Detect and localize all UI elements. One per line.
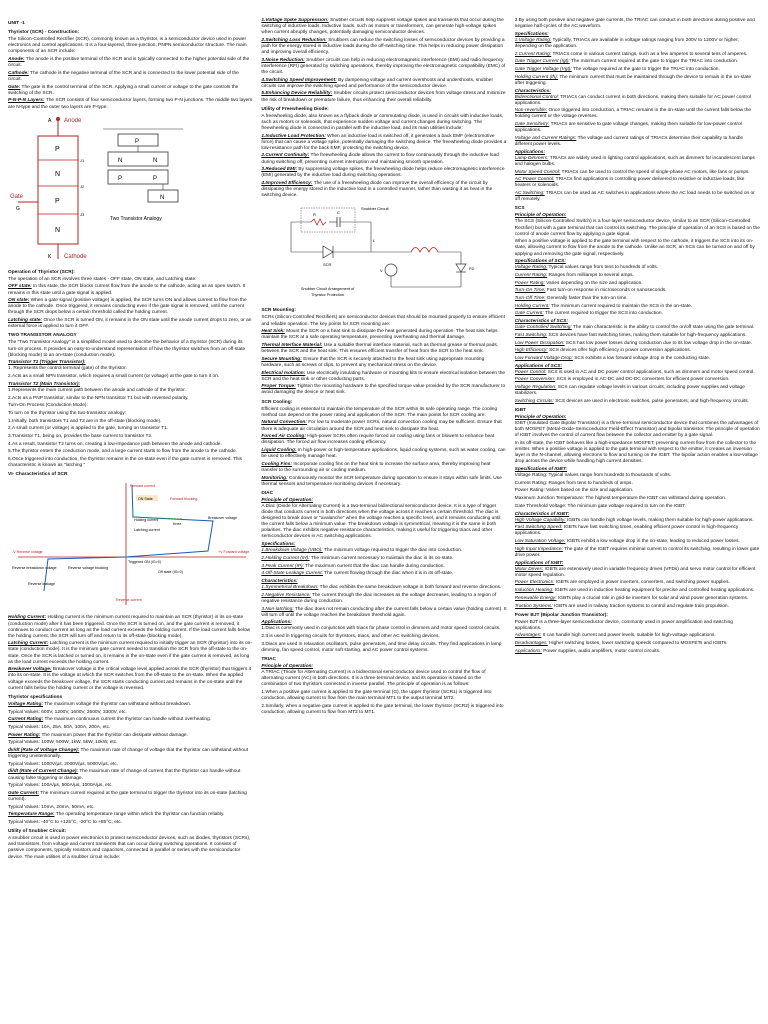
- igbt-principle-2: In its off-state, the IGBT behaves like a high-impedance MOSFET, preventing current flow from the collector to the emitter. When a positive voltage is applied to the gate terminal with respect to the emitter, it creates an inversion layer in the N-channel, allowing electrons to flow and turning on the IGBT. The bipolar action enables a low-voltage drop across the device while handling high current densities.: [514, 441, 758, 465]
- svg-text:Triggered ON (IG>0): Triggered ON (IG>0): [128, 560, 161, 565]
- scs-char-2: Fast Switching: SCS devices have fast switching times, making them suitable for high-frequency applications.: [514, 332, 747, 338]
- triac-app-2: Motor Speed Control: TRIACs can be used to control the speed of single-phase AC motors, like fans or pumps.: [514, 169, 750, 175]
- cooling-point-2: Forced Air Cooling: High-power SCRs often require forced air cooling using fans or blowers to enhance heat dissipation. The forced air flow increases cooling efficiency.: [261, 434, 495, 446]
- on-state-para: ON state: When a gate signal (positive voltage) is applied, the SCR turns ON and allows current to flow from the anode to the cathode. Once triggered, it remains conducting even if the gate signal is removed, until the current through the SCR drops below a certain threshold called the holding current.: [8, 298, 247, 316]
- gate-current-values: Typical Values: 10mA, 20mA, 50mA, etc.: [8, 804, 95, 810]
- freewheel-point-3: 3.Reduced EMI: By suppressing voltage spikes, the freewheeling diode helps reduce electromagnetic interference (EMI) generated by the inductive load during switching operations.: [261, 167, 505, 179]
- operation-heading: Operation of Thyristor (SCR):: [8, 269, 75, 275]
- svg-text:Holding current: Holding current: [134, 518, 159, 523]
- scs-heading: SCS: [514, 206, 525, 212]
- triac-char-3: Gate Sensitivity: TRIACs are sensitive to gate voltage changes, making them suitable for low-power control applications.: [514, 122, 742, 134]
- igbt-spec-1: Voltage Rating: Typical values range from hundreds to thousands of volts.: [514, 473, 672, 479]
- tta-intro: The "Two Transistor Analogy" is a simplified model used to describe the behavior of a thyristor (SCR) during its turn-on process. It provides an easy-to-understand representation of how the thyristor switches from an off-state (blocking mode) to an on-state (conduction mode).: [8, 340, 246, 358]
- svg-text:-V Reverse voltage: -V Reverse voltage: [12, 550, 43, 555]
- diac-char-3: 3.Non-latching: The diac does not remain conducting after the current falls below a certain value (holding current). It will turn off until the voltage reaches the breakdown threshold again.: [261, 606, 507, 618]
- cooling-heading: SCR Cooling:: [261, 399, 293, 405]
- svg-text:P: P: [153, 175, 158, 182]
- triac-char-2: Non-reversible: Once triggered into conduction, a TRIAC remains in the on-state until the current falls below the holding current or the voltage reverses.: [514, 108, 752, 120]
- igbt-app-4: Renewable Energy: IGBTs play a crucial role in grid-tie inverters for solar and wind power generation systems.: [514, 595, 749, 601]
- scs-char-1: Gate-Controlled Switching: The main characteristic is the ability to control the on/off state using the gate terminal.: [514, 325, 755, 331]
- freewheel-point-1: 1.Inductive Load Protection: When an inductive load is switched off, it generates a back EMF (electromotive force) that can cause a voltage spike, potentially damaging the switching device. The freewheeling diode provides a low-resistance path for the back EMF, protecting the switching device.: [261, 133, 507, 151]
- igbt-app-1: Motor Drives: IGBTs are extensively used in variable frequency drives (VFDs) and servo motor control for efficient motor speed regulation.: [514, 566, 756, 578]
- triac-spec-2: 2.Current Rating: TRIACs come in various current ratings, such as a few amperes to several tens of amperes.: [514, 51, 748, 57]
- triac-spec-heading: Specifications:: [514, 31, 549, 37]
- igbt-spec-2: Current Rating: Ranges from tens to hundreds of amps.: [514, 480, 633, 486]
- svg-text:P: P: [135, 138, 140, 145]
- triac-point-3: 3.By using both positive and negative gate currents, the TRIAC can conduct in both directions during positive and negative half-cycles of the AC waveform.: [514, 18, 755, 30]
- snubber-circuit-diagram: [261, 202, 505, 302]
- diac-spec-2: 2.Holding Current (IH): The minimum current necessary to maintain the diac in its on-state.: [261, 555, 454, 561]
- igbt-spec-5: Gate Threshold Voltage: The minimum gate voltage required to turn on the IGBT.: [514, 503, 686, 509]
- turnon-3: 3.Transistor T1, being on, provides the base current to transistor T2.: [8, 433, 153, 439]
- igbt-app-heading: Applications of IGBT:: [514, 560, 564, 566]
- scs-app-1: Power Control: SCS is used in AC and DC power control applications, such as dimmers and motor speed control.: [514, 369, 755, 375]
- vi-characteristics-figure: [8, 481, 253, 612]
- svg-text:A: A: [48, 117, 52, 124]
- dvdt-rating: dv/dt (Rate of Voltage Change): The maximum rate of change of voltage that the thyristor can withstand without triggering unintentionally.: [8, 747, 248, 760]
- scs-app-3: Voltage Regulation: SCS can regulate voltage levels in various circuits, including power supplies and voltage stabilizers.: [514, 385, 745, 397]
- igbt-principle-1: IGBT (Insulated Gate Bipolar Transistor) is a three-terminal semiconductor device that combines the advantages of both MOSFET (Metal-Oxide-Semiconductor Field-Effect Transistor) and bipolar transistor. The principle of operation of IGBT involves the control of current flow between the collector and emitter by a gate signal.: [514, 421, 760, 439]
- scs-app-heading: Applications of SCS:: [514, 363, 563, 369]
- tta-heading: TWO TRANSISTOR ANALOGY: [8, 333, 77, 339]
- snubber-heading: Utility of Snubber Circuit:: [8, 829, 67, 835]
- mounting-heading: SCR Mounting:: [261, 308, 296, 314]
- svg-text:J3: J3: [80, 211, 85, 217]
- igbt-char-1: High Voltage Capability: IGBTs can handle high voltage levels, making them suitable for high-power applications.: [514, 517, 754, 523]
- freewheel-point-2: 2.Current Continuity: The freewheeling diode allows the current to flow continuously through the inductive load during switching off, preventing current interruption and maintaining smooth operation.: [261, 153, 499, 165]
- snubber-point-2: 2.Switching Loss Reduction: Snubbers can reduce the switching losses of semiconductor devices by providing a path for the energy stored in inductive loads during the off-switching time. This helps in reducing power dissipation and improving overall efficiency.: [261, 37, 505, 56]
- turnon-6: 6.Once triggered into conduction, the thyristor remains in the on-state even if the gate current is removed. This characteristic is known as "latching.": [8, 457, 243, 469]
- snubber-point-3: 3.Noise Reduction: Snubber circuits can help in reducing electromagnetic interference (EMI) and radio frequency interference (RFI) generated by switching operations, thereby improving the electromagnetic compatibility (EMC) of the circuit.: [261, 57, 506, 75]
- svg-text:Knee: Knee: [173, 522, 182, 527]
- gate-para: Gate: The gate is the control terminal of the SCR. Applying a small current or voltage to the gate controls the switching of the SCR.: [8, 84, 239, 96]
- diac-spec-heading: Specifications:: [261, 542, 296, 548]
- igbt-spec-3: Power Rating: Varies based on the size and application.: [514, 488, 634, 494]
- svg-text:N: N: [160, 194, 165, 201]
- scs-char-4: High Efficiency: SCS devices offer high efficiency in power conversion applications.: [514, 348, 692, 354]
- mounting-point-2: Thermal Interface Material: Use a suitable thermal interface material, such as thermal grease or thermal pads, between the SCR and the heat sink. This ensures efficient transfer of heat from the SCR to the heat sink.: [261, 343, 499, 355]
- triac-heading: TRIAC: [261, 656, 276, 662]
- freewheeling-intro: A freewheeling diode, also known as a flyback diode or commutating diode, is used in circuits with inductive loads, such as motors or solenoids, that experience sudden voltage and current changes during switching. The freewheeling diode is connected in parallel with the inductive load, and its main utilities include:: [261, 113, 504, 131]
- scs-principle-1: The SCS (Silicon-Controlled Switch) is a four-layer semiconductor device, similar to an SCR (Silicon-Controlled Rectifier) but with a gate terminal that can control its switching. The principle of operation of an SCS is based on the control of anode current flow by applying a gate signal.: [514, 219, 760, 237]
- igbt-app-3: Induction Heating: IGBTs are used in induction heating equipment for precise and controlled heating applications.: [514, 588, 755, 594]
- triac-principle: A TRIAC (Triode for Alternating Current) is a bidirectional semiconductor device used to control the flow of alternating current (AC) in both directions. It is a three-terminal device, and its operation is based on the combination of two thyristors connected in inverse parallel. The principle of operation is as follows:: [261, 670, 486, 688]
- cooling-point-5: Monitoring: Continuously monitor the SCR temperature during operation to ensure it stays within safe limits. Use thermal sensors and temperature monitoring devices if necessary.: [261, 475, 502, 487]
- triac-spec-4: Gate Trigger Voltage (Vgt): The voltage required at the gate to trigger the TRIAC into conduction.: [514, 67, 720, 73]
- cooling-point-4: Cooling Fins: Incorporate cooling fins on the heat sink to increase the surface area, thereby improving heat transfer to the surrounding air or cooling medium.: [261, 461, 491, 473]
- triac-char-4: Voltage and Current Ratings: The voltage and current ratings of TRIACs determine their capability to handle different power levels.: [514, 135, 744, 148]
- diac-app-heading: Applications:: [261, 620, 292, 626]
- scs-spec-5: Turn-Off Time: Generally faster than the turn-on time.: [514, 296, 628, 302]
- igbt-char-2: Fast Switching Speed: IGBTs have fast switching times, enabling efficient power control in high-frequency applications.: [514, 525, 739, 537]
- igbt-char-3: Low Saturation Voltage: IGBTs exhibit a low voltage drop in the on-state, leading to reduced power losses.: [514, 539, 740, 545]
- svg-text:G: G: [16, 205, 20, 212]
- triac-principle-heading: Principle of Operation:: [261, 664, 314, 670]
- snubber-point-4: 4.Switching Speed Improvement: By dampening voltage and current overshoots and undershoots, snubber circuits can improve the switching speed and performance of the semiconductor device.: [261, 77, 494, 89]
- scs-principle-heading: Principle of Operation:: [514, 213, 567, 219]
- igbt-principle-heading: Principle of Operation:: [514, 415, 567, 421]
- svg-text:SCR: SCR: [323, 262, 332, 268]
- scs-spec-7: Gate Current: The current required to trigger the SCS into conduction.: [514, 311, 663, 317]
- vi-characteristics-diagram: [8, 481, 252, 609]
- turnon-heading: Turn-On Process (Conduction Mode):: [8, 403, 88, 409]
- cathode-label: Cathode: [64, 253, 87, 260]
- diac-principle-heading: Principle of Operation:: [261, 497, 314, 503]
- column-2: [261, 18, 506, 1018]
- freewheeling-heading: Utility of Freewheeling Diode:: [261, 106, 329, 112]
- mounting-point-1: Heat Sink: Mount the SCR on a heat sink to dissipate the heat generated during operation. The heat sink helps maintain the SCR at a safe operating temperature, preventing overheating and thermal damage.: [261, 329, 498, 341]
- scr-construction-heading: Thyristor (SCR) - Construction:: [8, 30, 80, 36]
- snubber-caption-line-1: Snubber Circuit Arrangement of: [301, 287, 355, 292]
- current-rating-values: Typical Values: 10A, 25A, 50A, 100A, 200A, etc.: [8, 724, 111, 730]
- triac-spec-5: Holding Current (Ih): The minimum current that must be maintained through the device to remain in the on-state after triggering.: [514, 74, 752, 86]
- breakover-voltage-para: Breakover Voltage: Breakover voltage is the critical voltage level applied across the SCR (thyristor) that triggers it into its on-state. It is the voltage at which the SCR switches from the off-state to the on-state. When the applied voltage exceeds the breakover voltage, the SCR starts conducting current and remains in the on-state until the current falls below the holding current or the voltage is reversed.: [8, 667, 251, 691]
- power-rating-values: Typical Values: 100W, 500W, 1kW, 5kW, 10kW, etc.: [8, 740, 118, 746]
- igbt-spec-heading: Specifications of IGBT:: [514, 467, 568, 472]
- two-transistor-caption: Two Transistor Analogy: [110, 215, 162, 222]
- column-1: [8, 18, 253, 1018]
- scs-spec-2: Current Rating: Ranges from milliamps to several amps.: [514, 272, 634, 278]
- vi-heading: VI- Characteristics of SCR: [8, 472, 68, 478]
- turnon-2: 2.A small current (or voltage) is applied to the gate, turning on transistor T1.: [8, 426, 169, 432]
- triac-app-heading: Applications:: [514, 149, 546, 155]
- triac-spec-3: Gate Trigger Current (Igt): The minimum current required at the gate to trigger the TRIAC into conduction.: [514, 59, 739, 65]
- snubber-figure: [261, 202, 506, 305]
- anode-label: Anode: [64, 117, 82, 124]
- svg-text:R: R: [313, 212, 317, 218]
- svg-text:Breakover voltage: Breakover voltage: [208, 516, 237, 521]
- scr-intro: The Silicon-Controlled Rectifier (SCR), commonly known as a thyristor, is a semiconductor device used in power electronics and control applications. It is a four-layered, three-junction, PNPN semiconductor structure. The main components of an SCR include:: [8, 37, 247, 55]
- turnon-0: To turn on the thyristor using the two-transistor analogy:: [8, 410, 127, 416]
- svg-text:P: P: [55, 197, 60, 205]
- scs-char-5: Low Forward Voltage Drop: SCS exhibits a low forward voltage drop in the conducting state.: [514, 355, 710, 361]
- operation-intro: The operation of an SCR involves three states - OFF state, ON state, and Latching state:: [8, 276, 197, 282]
- scs-app-4: Switching Circuits: SCS devices are used in electronic switches, pulse generators, and high-frequency circuits.: [514, 398, 750, 404]
- cooling-point-1: Natural Convection: For low to moderate power SCRs, natural convection cooling may be sufficient. Ensure that there is adequate air circulation around the SCR and heat sink to dissipate the heat.: [261, 420, 502, 432]
- diac-app-1: 1.Diac is commonly used in conjunction with triacs for phase control in dimmers and motor speed control circuits.: [261, 626, 501, 632]
- didt-rating: di/dt (Rate of Current Change): The maximum rate of change of current that the thyristor can handle without causing false triggering or damage.: [8, 769, 241, 781]
- power-bjt-desc: Power BJT is a three-layer semiconductor device, commonly used in power amplification and switching applications.: [514, 619, 733, 631]
- svg-text:Off state (IG=0): Off state (IG=0): [158, 570, 183, 575]
- gate-current: Gate Current: The minimum current required at the gate terminal to trigger the thyristor into its on-state (latching current).: [8, 790, 247, 802]
- triac-point-2: 2.Similarly, when a negative gate current is applied to the gate terminal, the lower thyristor (SCR2) is triggered into conduction, allowing current to flow from MT2 to MT1.: [261, 703, 504, 715]
- triac-char-heading: Characteristics:: [514, 88, 551, 94]
- scr-structure-figure: [8, 114, 253, 267]
- power-rating: Power Rating: The maximum power that the thyristor can dissipate without damage.: [8, 732, 188, 738]
- igbt-heading: IGBT: [514, 407, 527, 413]
- svg-text:Reverse voltage blocking: Reverse voltage blocking: [68, 566, 109, 571]
- diac-char-heading: Characteristics:: [261, 578, 298, 584]
- voltage-rating-values: Typical Values: 600V, 1200V, 1600V, 2500V, 3300V, etc.: [8, 709, 127, 715]
- t1-point-1: 1. Represents the control terminal (gate) of the thyristor.: [8, 366, 127, 372]
- svg-text:C: C: [337, 210, 341, 216]
- snubber-caption-line-2: Thyristor Protection: [311, 293, 345, 298]
- scs-spec-4: Turn-On Time: Fast turn-on response in microseconds or nanoseconds.: [514, 288, 667, 294]
- scs-spec-1: Voltage Rating: Typical values range from tens to hundreds of volts.: [514, 265, 659, 271]
- temperature-range-values: Typical Values: -40°C to +125°C, -20°C to +85°C, etc.: [8, 820, 122, 826]
- diac-spec-4: 4.Off-State Leakage Current: The current flowing through the diac when it is in its off-state.: [261, 571, 454, 577]
- diac-principle: A Diac (Diode for Alternating Current) is a two-terminal bidirectional semiconductor device. It is a type of trigger diode that conducts current in both directions when the voltage across it reaches a certain threshold. The diac is designed to break down or "avalanche" when the voltage reaches a specific level, and it remains conducting until the current falls below a minimum value. The breakdown voltage is symmetrical, meaning it is the same in both polarities. The diac exhibits negative resistance characteristics, making it useful for triggering triacs and other semiconductor devices in AC switching applications.: [261, 503, 501, 540]
- anode-para: Anode: The anode is the positive terminal of the SCR and is typically connected to the higher potential side of the circuit.: [8, 57, 250, 69]
- svg-text:ON State: ON State: [138, 497, 153, 502]
- snubber-point-5: 5.Enhancing Device Reliability: Snubber circuits protect semiconductor devices from voltage stress and minimize the risk of breakdown or premature failure, thus enhancing their overall reliability.: [261, 91, 506, 103]
- igbt-char-heading: Characteristics of IGBT:: [514, 511, 570, 517]
- svg-text:+V Forward voltage: +V Forward voltage: [218, 550, 250, 555]
- t2-point-1: 1.Represents the main current path between the anode and cathode of the thyristor.: [8, 387, 186, 393]
- triac-app-3: AC Power Control: TRIACs find applications in controlling power delivered to resistive or inductive loads, like heaters or solenoids.: [514, 177, 745, 189]
- svg-text:J1: J1: [80, 157, 85, 163]
- scs-principle-2: When a positive voltage is applied to the gate terminal with respect to the cathode, it triggers the SCS into its on-state, allowing current to flow from the anode to the cathode. Unlike an SCR, an SCS can be turned on and off by applying and removing the gate signal, respectively.: [514, 239, 755, 257]
- igbt-spec-4: Maximum Junction Temperature: The highest temperature the IGBT can withstand during operation.: [514, 496, 727, 502]
- svg-text:V: V: [380, 268, 383, 274]
- turnon-4: 4.As a result, transistor T2 turns on, creating a low-impedance path between the anode and cathode.: [8, 441, 222, 447]
- igbt-char-4: High Input Impedance: The gate of the IGBT requires minimal current to control its switching, resulting in lower gate drive power.: [514, 546, 760, 558]
- temperature-range: Temperature Range: The operating temperature range within which the thyristor can function reliably.: [8, 812, 225, 818]
- t2-point-2: 2.Acts as a PNP transistor, similar to the NPN transistor T1 but with reversed polarity.: [8, 395, 189, 401]
- diac-heading: DIAC: [261, 490, 274, 496]
- cooling-intro: Efficient cooling is essential to maintain the temperature of the SCR within its safe operating range. The cooling method can depend on the power rating and application of the SCR. The main points for SCR cooling are:: [261, 406, 498, 418]
- diac-spec-1: 1.Breakdown Voltage (VBO): The minimum voltage required to trigger the diac into conduction.: [261, 548, 463, 554]
- t2-heading: Transistor T2 (Main Transistor):: [8, 381, 81, 387]
- cooling-point-3: Liquid Cooling: In high-power or high-temperature applications, liquid cooling systems, such as water cooling, can be used to effectively manage heat.: [261, 448, 506, 460]
- diac-char-1: 1.Symmetrical Breakdown: The diac exhibits the same breakdown voltage in both forward and reverse directions.: [261, 585, 502, 591]
- snubber-point-1: 1.Voltage Spike Suppression: Snubber circuits help suppress voltage spikes and transients that occur during the switching of inductive loads. Inductive loads, such as motors or transformers, can generate high-voltage spikes when current abruptly changes, potentially damaging semiconductor devices.: [261, 18, 504, 36]
- cathode-para: Cathode: The cathode is the negative terminal of the SCR and is connected to the lower potential side of the circuit.: [8, 70, 239, 82]
- scs-spec-3: Power Rating: Varies depending on the size and application.: [514, 280, 643, 286]
- svg-text:N: N: [55, 226, 61, 234]
- mounting-point-5: Proper Torque: Tighten the mounting hardware to the specified torque value provided by the SCR manufacturer to avoid damaging the device or heat sink.: [261, 384, 506, 396]
- svg-text:P: P: [118, 175, 123, 182]
- pnpn-para: P-N-P-N Layers: The SCR consists of four semiconductor layers, forming two P-N junctions. The middle two layers are N-type and the outer two layers are P-type.: [8, 98, 253, 110]
- triac-spec-1: 1.Voltage Rating: Typically, TRIACs are available in voltage ratings ranging from 200V to 1200V or higher, depending on the application.: [514, 37, 739, 49]
- dvdt-values: Typical Values: 1000V/µs, 2000V/µs, 5000V/µs, etc.: [8, 761, 119, 767]
- power-bjt-advantages: Advantages: It can handle high current and power levels, suitable for high-voltage applications.: [514, 633, 716, 639]
- mounting-point-4: Electrical Isolation: Use electrically insulating hardware or mounting kits to ensure electrical isolation between the SCR and the heat sink or other conducting parts.: [261, 370, 506, 382]
- svg-text:L: L: [373, 238, 376, 244]
- diac-app-2: 2.It is used in triggering circuits for thyristors, triacs, and other AC switching devices.: [261, 634, 440, 640]
- turnon-5: 5.The thyristor enters the conduction mode, and a large current starts to flow from the anode to the cathode.: [8, 449, 238, 455]
- scs-char-heading: Characteristics of SCS:: [514, 319, 568, 325]
- triac-app-4: AC Switching: TRIACs can be used as AC switches in applications where the AC load needs to be switched on or off remotely.: [514, 191, 755, 203]
- svg-text:Reverse breakdown voltage: Reverse breakdown voltage: [12, 566, 57, 571]
- svg-text:K: K: [48, 253, 52, 260]
- latching-current-para: Latching Current: Latching current is the minimum current required to initially trigger an SCR (thyristor) into its on-state (conduction mode). It is the minimum gate current needed to transition the SCR from the off-state to the on-state. Once the SCR is latched or turned on, it remains in the on-state even if the gate current is removed, as long as the load current exceeds the holding current.: [8, 641, 252, 665]
- igbt-app-5: Traction Systems: IGBTs are used in railway traction systems to control and regulate train propulsion.: [514, 603, 729, 609]
- off-state-para: OFF state: In this state, the SCR blocks current flow from the anode to the cathode, acting as an open switch. It remains in this state until a gate signal is applied.: [8, 284, 246, 296]
- svg-text:FD: FD: [469, 266, 475, 272]
- gate-label: Gate: [10, 193, 24, 200]
- holding-current-para: Holding Current: Holding current is the minimum current required to maintain an SCR (thyristor) in its on-state (conduction mode) after it has been triggered. Once the SCR is turned on, and the gate current is removed, it continues to conduct current as long as the load current exceeds the holding current. If the load current falls below the holding current, the SCR will turn off and return to its off-state (blocking mode).: [8, 615, 251, 639]
- svg-text:Forward blocking: Forward blocking: [170, 497, 198, 502]
- t1-point-2: 2.Acts as a small NPN transistor, which requires a small current (or voltage) at the gate to turn it on.: [8, 374, 220, 380]
- power-bjt-heading: Power BJT (Bipolar Junction Transistor):: [514, 612, 608, 618]
- voltage-rating: Voltage Rating: The maximum voltage the thyristor can withstand without breakdown.: [8, 701, 192, 707]
- didt-values: Typical Values: 100A/µs, 500A/µs, 1000A/µs, etc.: [8, 783, 113, 789]
- igbt-app-2: Power Electronics: IGBTs are employed in power inverters, converters, and switching power supplies.: [514, 580, 730, 586]
- diac-app-3: 3.Diacs are used in relaxation oscillators, pulse generators, and time delay circuits. They find applications in lamp dimming, fan speed control, motor soft starting, and AC power control systems.: [261, 641, 502, 653]
- svg-text:N: N: [118, 157, 123, 164]
- power-bjt-applications: Applications: Power supplies, audio amplifiers, motor control circuits.: [514, 648, 661, 654]
- triac-point-1: 1.When a positive gate current is applied to the gate terminal (G), the upper thyristor (SCR1) is triggered into conduction, allowing current to flow from the main terminal MT1 to the output terminal MT2.: [261, 690, 492, 702]
- svg-text:Reverse leakage: Reverse leakage: [28, 582, 55, 587]
- unit-heading: UNIT -1: [8, 21, 25, 26]
- svg-text:Reverse current: Reverse current: [116, 598, 142, 603]
- mounting-point-3: Secure Mounting: Ensure that the SCR is securely attached to the heat sink using appropriate mounting hardware, such as screws or clips, to prevent any mechanical stress on the device.: [261, 356, 485, 368]
- mounting-intro: SCRs (Silicon-Controlled Rectifiers) are semiconductor devices that should be mounted properly to ensure efficient and reliable operation. The key points for SCR mounting are:: [261, 315, 505, 327]
- scs-char-3: Low Power Dissipation: SCS has low power losses during conduction due to its low voltage drop in the on-state.: [514, 340, 752, 346]
- power-bjt-disadvantages: Disadvantages: Higher switching losses, lower switching speeds compared to MOSFETs and IGBTs.: [514, 641, 728, 647]
- diac-char-2: 2.Negative Resistance: The current through the diac increases as the voltage decreases, leading to a region of negative resistance during conduction.: [261, 592, 497, 604]
- diac-spec-3: 3.Peak Current (IP): The maximum current that the diac can handle during conduction.: [261, 563, 445, 569]
- svg-text:Latching current: Latching current: [134, 528, 160, 533]
- svg-text:N: N: [153, 157, 158, 164]
- scs-spec-heading: Specifications of SCS:: [514, 259, 566, 265]
- snubber-intro: A snubber circuit is used in power electronics to protect semiconductor devices, such as diodes, thyristors (SCRs), and transistors, from voltage and current transients that can occur during switching operations. It consists of passive components, typically resistors and capacitors, connected in parallel or series with the semiconductor device. The main utilities of a snubber circuit include:: [8, 836, 251, 860]
- t1-heading: Transistor T1 (Trigger Transistor):: [8, 360, 86, 366]
- scs-app-2: Power Conversion: SCS is employed in AC-DC and DC-DC converters for efficient power conversion.: [514, 377, 730, 383]
- svg-text:J2: J2: [80, 183, 85, 189]
- turnon-1: 1.Initially, both transistors T1 and T2 are in the off-state (blocking mode).: [8, 418, 162, 424]
- freewheel-point-4: 4.Improved Efficiency: The use of a freewheeling diode can improve the overall efficiency of the circuit by dissipating the energy stored in the inductive load in a controlled manner, rather than wasting it as heat in the switching device.: [261, 181, 493, 199]
- svg-text:P: P: [55, 145, 60, 153]
- specifications-heading: Thyristor specifications: [8, 694, 63, 700]
- triac-char-1: Bidirectional Control: TRIACs can conduct current in both directions, making them suitable for AC power control applications.: [514, 94, 751, 106]
- svg-text:N: N: [55, 170, 61, 178]
- scs-spec-6: Holding Current: The minimum current required to maintain the SCS in the on-state.: [514, 303, 693, 309]
- scr-structure-diagram: [8, 114, 188, 264]
- svg-text:Forward current: Forward current: [130, 484, 156, 489]
- svg-text:Snubber Circuit: Snubber Circuit: [361, 206, 389, 212]
- column-3: [515, 18, 760, 1018]
- triac-app-1: Lamp Dimmers: TRIACs are widely used in lighting control applications, such as dimmers for incandescent lamps and halogen bulbs.: [514, 155, 755, 167]
- latching-state-para: Latching state: Once the SCR is turned ON, it remains in the ON state until the anode current drops to zero, or an external force is applied to turn it OFF.: [8, 318, 252, 330]
- current-rating: Current Rating: The maximum continuous current the thyristor can handle without overheating.: [8, 717, 212, 723]
